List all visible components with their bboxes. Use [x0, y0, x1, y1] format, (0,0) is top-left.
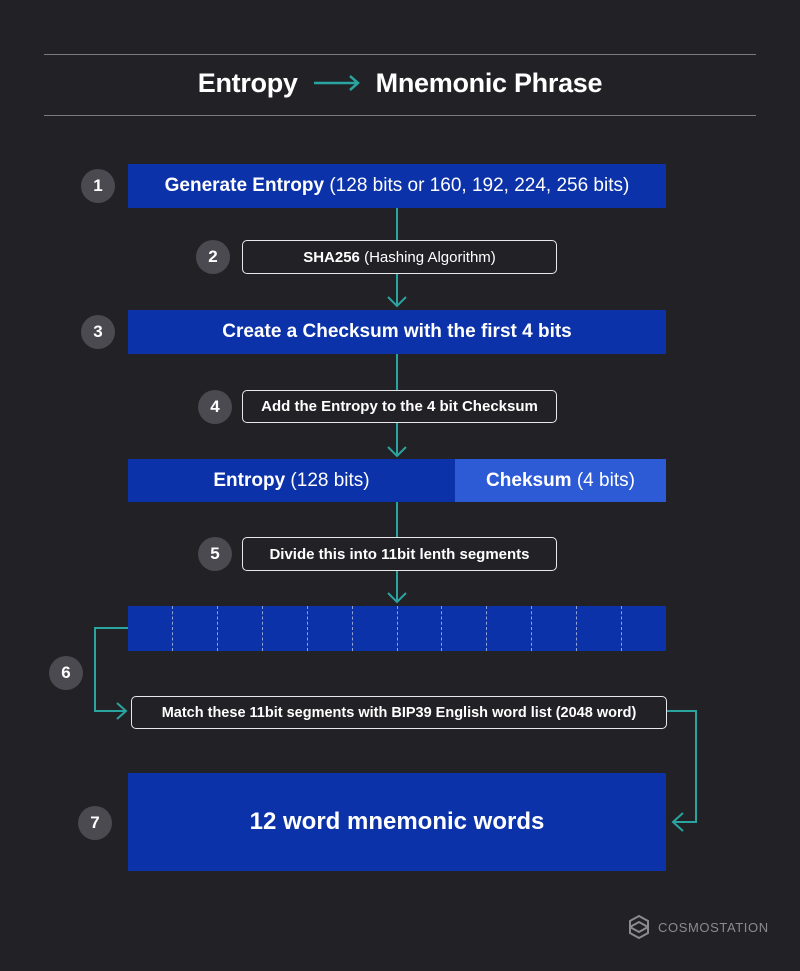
entropy-label: Entropy [213, 469, 286, 491]
generate-entropy-detail: (128 bits or 160, 192, 224, 256 bits) [324, 175, 630, 196]
match-wordlist-box [131, 696, 667, 729]
divide-box [242, 537, 557, 571]
checksum-segment-label: Cheksum [486, 469, 572, 491]
entropy-size: (128 bits) [285, 469, 370, 491]
bit-segment [128, 606, 173, 651]
bit-segment [173, 606, 218, 651]
mnemonic-words-label: 12 word mnemonic words [249, 808, 545, 835]
mnemonic-words-box [128, 773, 666, 871]
checksum-size: (4 bits) [571, 469, 635, 491]
bit-segment [353, 606, 398, 651]
step-number-5: 5 [198, 537, 232, 571]
step-number-2: 2 [196, 240, 230, 274]
bit-segment [622, 606, 666, 651]
bit-segment [308, 606, 353, 651]
brand-logo [626, 914, 769, 940]
sha256-box [242, 240, 557, 274]
bit-segment [442, 606, 487, 651]
sha256-label: SHA256 [303, 248, 360, 266]
generate-entropy-box [128, 164, 666, 208]
step-number-1: 1 [81, 169, 115, 203]
step-number-7: 7 [78, 806, 112, 840]
divide-label: Divide this into 11bit lenth segments [269, 545, 530, 563]
match-wordlist-label: Match these 11bit segments with BIP39 English word list (2048 word) [161, 704, 637, 721]
bit-segment [263, 606, 308, 651]
step-number-3: 3 [81, 315, 115, 349]
title-entropy: Entropy [197, 67, 298, 98]
bit-segment [398, 606, 443, 651]
bit-segment [532, 606, 577, 651]
bit-segment [487, 606, 532, 651]
checksum-box [128, 310, 666, 354]
segmented-bits-bar [128, 606, 666, 651]
title-mnemonic: Mnemonic Phrase [375, 67, 603, 98]
checksum-segment [455, 459, 666, 502]
cosmostation-logo-icon [626, 914, 652, 940]
step-number-6: 6 [49, 656, 83, 690]
add-entropy-label: Add the Entropy to the 4 bit Checksum [261, 398, 538, 415]
bit-segment [577, 606, 622, 651]
add-entropy-box [242, 390, 557, 423]
bit-segment [218, 606, 263, 651]
entropy-segment [128, 459, 455, 502]
step-number-4: 4 [198, 390, 232, 424]
generate-entropy-label: Generate Entropy [164, 175, 325, 196]
checksum-label: Create a Checksum with the first 4 bits [222, 321, 572, 342]
sha256-detail: (Hashing Algorithm) [359, 248, 496, 266]
brand-name: COSMOSTATION [658, 919, 769, 935]
